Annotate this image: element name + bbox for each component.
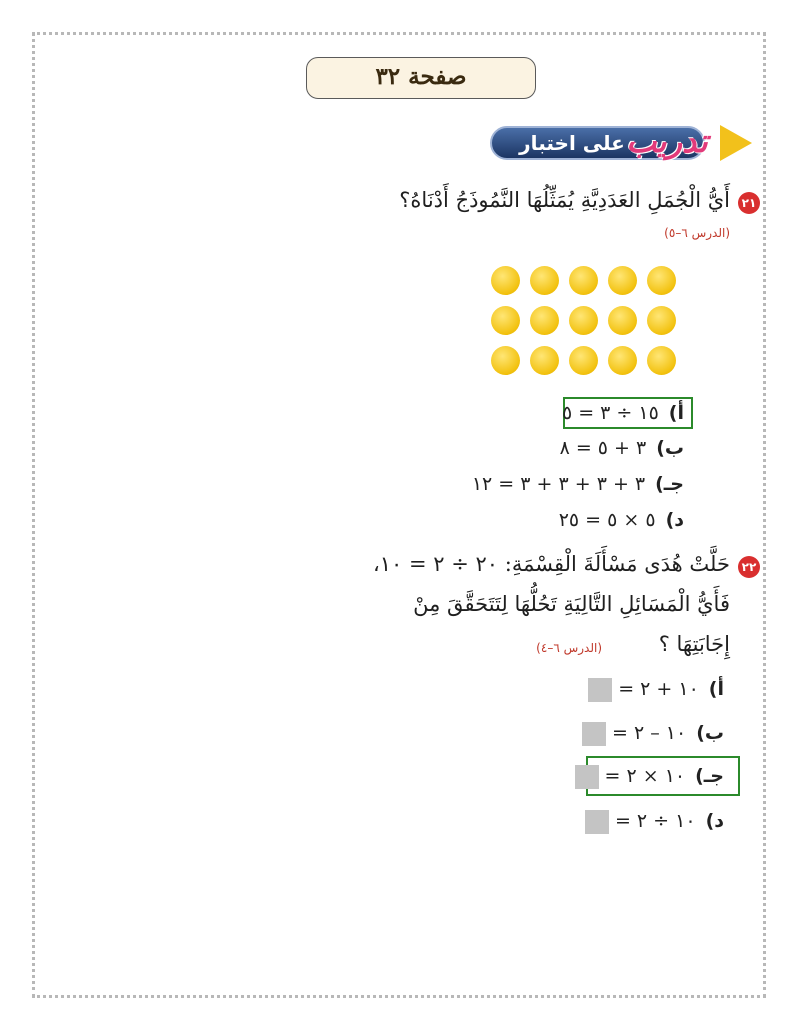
- option-letter: جـ): [655, 473, 684, 495]
- q21-option-b[interactable]: [560, 433, 684, 463]
- counter-dot: [530, 306, 559, 335]
- option-expression: ١٠ × ٢ =: [604, 765, 686, 787]
- q22-option-a[interactable]: [588, 674, 724, 704]
- counter-dot: [569, 266, 598, 295]
- question-22-number: ٢٢: [738, 556, 760, 578]
- option-letter: ب): [656, 437, 684, 459]
- option-letter: د): [705, 810, 724, 832]
- question-22-line-1: حَلَّتْ هُدَى مَسْأَلَةَ الْقِسْمَةِ: ٢٠ ÷ ٢ = ١٠،: [373, 552, 730, 576]
- q22-option-b[interactable]: [582, 718, 724, 748]
- counter-dot: [647, 306, 676, 335]
- counter-dot: [608, 266, 637, 295]
- q21-option-d[interactable]: [559, 505, 684, 535]
- answer-blank-box: [588, 678, 612, 702]
- option-expression: ١٠ – ٢ =: [612, 722, 687, 744]
- question-21-number: ٢١: [738, 192, 760, 214]
- q22-option-d[interactable]: [585, 806, 724, 836]
- question-22-lesson-ref: (الدرس ٦–٤): [536, 641, 602, 655]
- counter-dot: [569, 346, 598, 375]
- counter-dot: [647, 346, 676, 375]
- banner-logo: تدريب: [626, 122, 708, 160]
- q21-option-a[interactable]: [562, 398, 684, 428]
- counter-dot: [530, 346, 559, 375]
- counter-dot: [608, 346, 637, 375]
- counter-dot: [530, 266, 559, 295]
- option-expression: ٥ × ٥ = ٢٥: [558, 509, 656, 531]
- banner-arrow-icon: [720, 125, 752, 161]
- answer-blank-box: [575, 765, 599, 789]
- option-expression: ٣ + ٥ = ٨: [559, 437, 647, 459]
- option-expression: ١٥ ÷ ٣ = ٥: [561, 402, 659, 424]
- option-letter: جـ): [695, 765, 724, 787]
- q21-option-c[interactable]: [472, 469, 684, 499]
- option-letter: د): [665, 509, 684, 531]
- counter-dot: [491, 306, 520, 335]
- page-number-label: صفحة ٣٢: [306, 57, 536, 99]
- counter-dot: [569, 306, 598, 335]
- option-letter: ب): [696, 722, 724, 744]
- question-22-line-3: إِجَابَتِهَا ؟: [658, 632, 730, 656]
- option-letter: أ): [708, 678, 724, 700]
- option-expression: ٣ + ٣ + ٣ + ٣ = ١٢: [471, 473, 646, 495]
- counter-dot: [491, 346, 520, 375]
- answer-blank-box: [585, 810, 609, 834]
- option-expression: ١٠ + ٢ =: [618, 678, 699, 700]
- question-21-lesson-ref: (الدرس ٦–٥): [664, 226, 730, 240]
- counter-dot: [647, 266, 676, 295]
- test-practice-banner: [490, 118, 752, 168]
- counter-dot: [491, 266, 520, 295]
- answer-blank-box: [582, 722, 606, 746]
- banner-text: على اختبار: [519, 131, 625, 155]
- question-21-text: أَيُّ الْجُمَلِ العَدَدِيَّةِ يُمَثِّلُهَا النَّمُوذَجُ أَدْنَاهُ؟: [399, 188, 730, 212]
- counter-dot: [608, 306, 637, 335]
- option-letter: أ): [668, 402, 684, 424]
- q22-option-c[interactable]: [575, 761, 724, 791]
- question-22-line-2: فَأَيُّ الْمَسَائِلِ التَّالِيَةِ تَحُلُّهَا لِتَتَحَقَّقَ مِنْ: [413, 592, 730, 616]
- option-expression: ١٠ ÷ ٢ =: [614, 810, 696, 832]
